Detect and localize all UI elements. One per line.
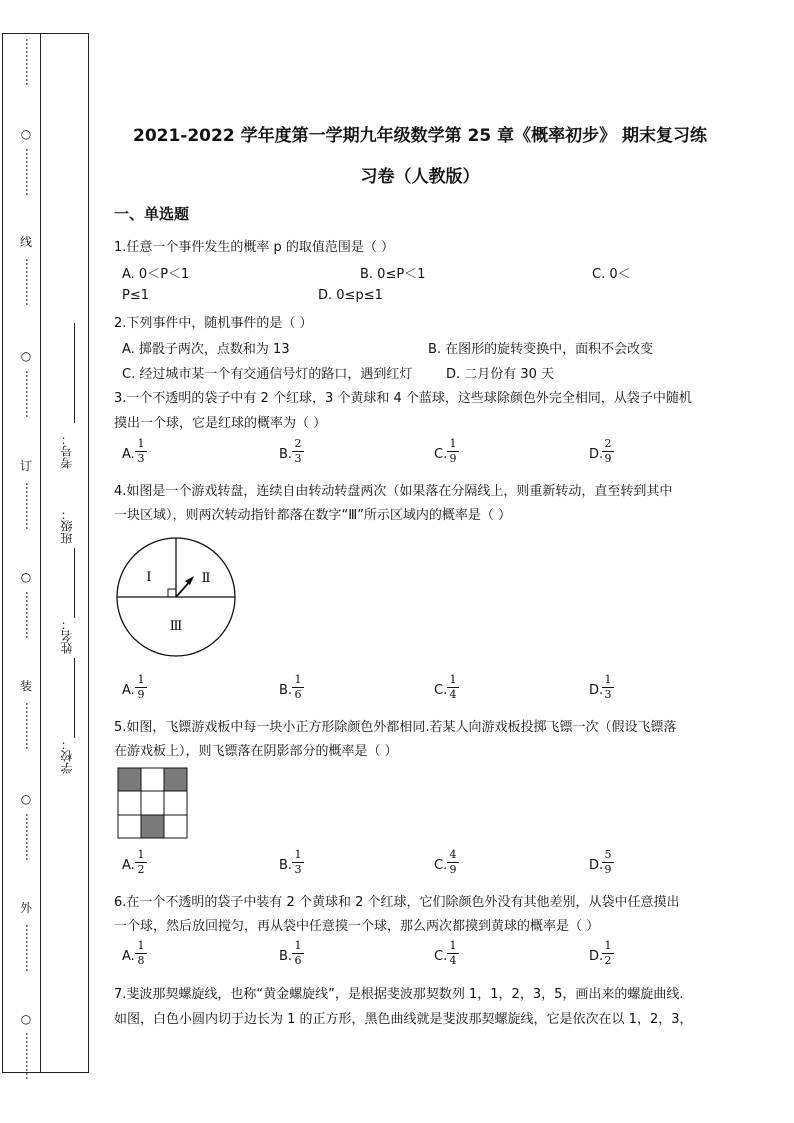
dotted-line: …………: [23, 702, 37, 750]
seal-mark: 订: [19, 459, 32, 473]
option-letter: D.: [589, 949, 604, 964]
margin-divider: [40, 33, 41, 1073]
numerator: 1: [449, 437, 457, 450]
question-7-stem: 7.斐波那契螺旋线，也称“黄金螺旋线”，是根据斐波那契数列 1，1，2，3，5，画出来的螺旋曲线.: [114, 987, 684, 1002]
school-field[interactable]: [58, 738, 80, 828]
option-letter: C.: [434, 683, 448, 698]
numerator: 1: [137, 848, 145, 861]
exam-number-label: 考号：: [60, 433, 74, 469]
option-letter: A.: [122, 949, 135, 964]
denominator: 6: [294, 954, 302, 967]
q6-option-a-fraction: [135, 940, 147, 967]
numerator: 1: [137, 437, 145, 450]
dotted-line: …………: [23, 924, 37, 972]
grid-cell: [141, 791, 164, 815]
dartboard-grid: [117, 767, 189, 840]
denominator: 8: [137, 954, 145, 967]
numerator: 5: [604, 848, 612, 861]
numerator: 1: [137, 673, 145, 686]
class-line: [74, 548, 75, 618]
question-1-stem: 1.任意一个事件发生的概率 p 的取值范围是（ ）: [114, 240, 395, 255]
q1-option-c-cont: P≤1: [122, 288, 150, 303]
q1-option-b[interactable]: B. 0≤P＜1: [360, 267, 426, 282]
question-7-stem-cont: 如图，白色小圆内切于边长为 1 的正方形，黑色曲线就是斐波那契螺旋线，它是依次在以 1，2，3，: [114, 1012, 693, 1027]
denominator: 9: [137, 688, 145, 701]
q4-option-b-fraction: [292, 674, 304, 701]
q3-option-b[interactable]: [279, 447, 292, 462]
question-3-stem: 3.一个不透明的袋子中有 2 个红球，3 个黄球和 4 个蓝球，这些球除颜色外完全相同，从袋子中随机: [114, 391, 692, 406]
page-title-continued: 习卷（人教版）: [360, 167, 480, 187]
q3-option-d-fraction: [602, 438, 614, 465]
q6-option-c-fraction: [447, 940, 459, 967]
seal-mark: ○: [20, 792, 32, 806]
dotted-line: …………: [23, 1032, 37, 1080]
grid-cell: [118, 791, 141, 815]
option-letter: D.: [589, 683, 604, 698]
seal-mark: ○: [20, 349, 32, 363]
grid-cell: [118, 815, 141, 838]
dotted-line: …………: [23, 370, 37, 418]
q6-option-d-fraction: [602, 940, 614, 967]
spinner-region-label-3: Ⅲ: [169, 619, 183, 634]
dotted-line: …………: [23, 258, 37, 306]
question-2-stem: 2.下列事件中，随机事件的是（ ）: [114, 316, 313, 331]
denominator: 4: [449, 688, 457, 701]
numerator: 1: [294, 673, 302, 686]
q4-option-b[interactable]: [279, 683, 292, 698]
grid-cell: [164, 791, 187, 815]
q6-option-c[interactable]: [434, 949, 447, 964]
grid-cell-shaded: [118, 768, 141, 791]
seal-mark: ○: [20, 1012, 32, 1026]
spinner-region-label-2: Ⅱ: [201, 571, 211, 586]
q5-option-b[interactable]: [279, 858, 292, 873]
numerator: 1: [604, 673, 612, 686]
option-letter: A.: [122, 858, 135, 873]
grid-cell-shaded: [141, 815, 164, 838]
question-5-stem-cont: 在游戏板上），则飞镖落在阴影部分的概率是（ ）: [114, 744, 398, 759]
class-field[interactable]: [58, 488, 80, 588]
seal-mark: ○: [20, 570, 32, 584]
option-letter: B.: [279, 683, 293, 698]
name-label: 姓名：: [60, 618, 74, 654]
q3-option-a-fraction: [135, 438, 147, 465]
q5-option-d-fraction: [602, 849, 614, 876]
seal-mark: ○: [20, 127, 32, 141]
denominator: 2: [137, 863, 145, 876]
exam-number-field[interactable]: [58, 323, 80, 473]
option-letter: B.: [279, 858, 293, 873]
q1-option-c[interactable]: C. 0＜: [592, 267, 631, 282]
denominator: 3: [604, 688, 612, 701]
question-4-stem: 4.如图是一个游戏转盘，连续自由转动转盘两次（如果落在分隔线上，则重新转动，直至转到其中: [114, 484, 673, 499]
denominator: 4: [449, 954, 457, 967]
spinner-center-mark: [168, 589, 176, 597]
question-6-stem: 6.在一个不透明的袋子中装有 2 个黄球和 2 个红球，它们除颜色外没有其他差别，从袋中任意摸出: [114, 895, 680, 910]
school-line: [74, 708, 75, 738]
q5-option-c[interactable]: [434, 858, 447, 873]
q3-option-c-fraction: [447, 438, 459, 465]
q2-option-c[interactable]: C. 经过城市某一个有交通信号灯的路口，遇到红灯: [122, 367, 413, 382]
seal-mark: 外: [19, 901, 32, 915]
name-field[interactable]: [58, 618, 80, 718]
numerator: 1: [449, 939, 457, 952]
section-heading: 一、单选题: [114, 205, 190, 223]
q6-option-b-fraction: [292, 940, 304, 967]
q5-option-b-fraction: [292, 849, 304, 876]
option-letter: A.: [122, 683, 135, 698]
q1-option-a[interactable]: A. 0＜P＜1: [122, 267, 190, 282]
q4-option-a-fraction: [135, 674, 147, 701]
q3-option-b-fraction: [292, 438, 304, 465]
question-6-stem-cont: 一个球，然后放回搅匀，再从袋中任意摸一个球，那么两次都摸到黄球的概率是（ ）: [114, 919, 600, 934]
dotted-line: …………: [23, 482, 37, 530]
class-label: 班级：: [60, 508, 74, 544]
q6-option-a[interactable]: [122, 949, 135, 964]
student-info-column: [58, 33, 88, 1073]
numerator: 1: [449, 673, 457, 686]
q6-option-b[interactable]: [279, 949, 292, 964]
question-5-stem: 5.如图，飞镖游戏板中每一块小正方形除颜色外都相同.若某人向游戏板投掷飞镖一次（假设飞镖落: [114, 720, 677, 735]
q2-option-d[interactable]: D. 二月份有 30 天: [446, 367, 555, 382]
q2-option-a[interactable]: A. 掷骰子两次，点数和为 13: [122, 342, 290, 357]
numerator: 1: [137, 939, 145, 952]
seal-mark: 线: [19, 235, 32, 249]
denominator: 2: [604, 954, 612, 967]
denominator: 9: [449, 452, 457, 465]
denominator: 9: [604, 452, 612, 465]
numerator: 1: [604, 939, 612, 952]
q4-option-d-fraction: [602, 674, 614, 701]
denominator: 9: [604, 863, 612, 876]
q5-option-a-fraction: [135, 849, 147, 876]
option-letter: B.: [279, 447, 293, 462]
numerator: 2: [294, 437, 302, 450]
dotted-line: …………: [23, 38, 37, 86]
option-letter: C.: [434, 858, 448, 873]
q5-option-c-fraction: [447, 849, 459, 876]
q2-option-b[interactable]: B. 在图形的旋转变换中，面积不会改变: [428, 342, 654, 357]
grid-cell: [141, 768, 164, 791]
denominator: 3: [294, 452, 302, 465]
grid-cell-shaded: [164, 768, 187, 791]
denominator: 9: [449, 863, 457, 876]
question-3-stem-cont: 摸出一个球，它是红球的概率为（ ）: [114, 416, 327, 431]
denominator: 3: [137, 452, 145, 465]
q1-option-d[interactable]: D. 0≤p≤1: [318, 288, 383, 303]
page-title: 2021-2022 学年度第一学期九年级数学第 25 章《概率初步》 期末复习练: [132, 126, 707, 146]
option-letter: D.: [589, 858, 604, 873]
numerator: 1: [294, 848, 302, 861]
option-letter: C.: [434, 447, 448, 462]
dotted-line: …………: [23, 591, 37, 639]
exam-number-line: [74, 323, 75, 423]
option-letter: D.: [589, 447, 604, 462]
grid-cell: [164, 815, 187, 838]
question-4-stem-cont: 一块区域），则两次转动指针都落在数字“Ⅲ”所示区域内的概率是（ ）: [114, 508, 512, 523]
numerator: 1: [294, 939, 302, 952]
school-label: 学校：: [60, 738, 74, 774]
q4-option-c[interactable]: [434, 683, 447, 698]
seal-mark: 装: [19, 679, 32, 693]
dotted-line: …………: [23, 148, 37, 196]
q3-option-a[interactable]: [122, 447, 135, 462]
denominator: 6: [294, 688, 302, 701]
denominator: 3: [294, 863, 302, 876]
dotted-line: …………: [23, 813, 37, 861]
option-letter: C.: [434, 949, 448, 964]
spinner-figure: [112, 532, 240, 664]
q4-option-a[interactable]: [122, 683, 135, 698]
option-letter: B.: [279, 949, 293, 964]
q3-option-c[interactable]: [434, 447, 447, 462]
spinner-region-label-1: Ⅰ: [146, 570, 152, 585]
option-letter: A.: [122, 447, 135, 462]
q5-option-a[interactable]: [122, 858, 135, 873]
pointer-arrow-icon: [185, 576, 194, 585]
binding-seal-column: [16, 38, 37, 1080]
numerator: 2: [604, 437, 612, 450]
q4-option-c-fraction: [447, 674, 459, 701]
numerator: 4: [449, 848, 457, 861]
